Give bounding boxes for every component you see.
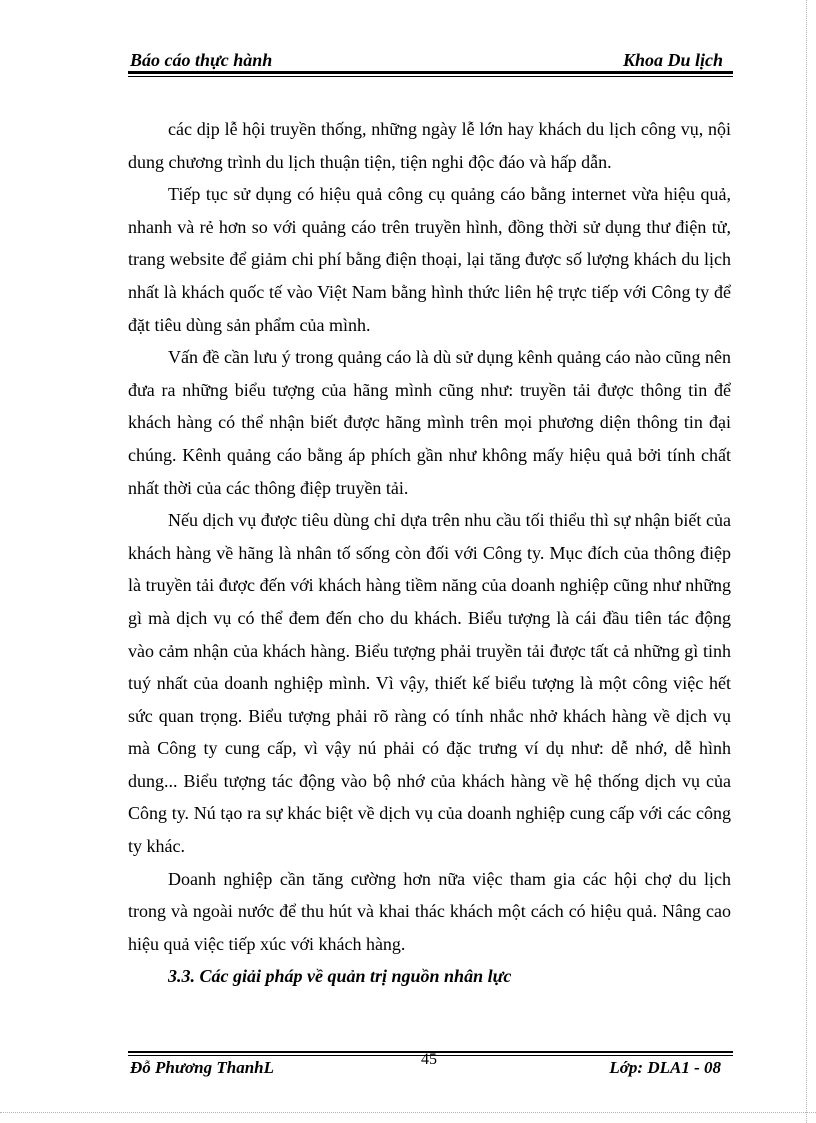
page-header [128,50,733,70]
paragraph-5: Doanh nghiệp cần tăng cường hơn nữa việc tham gia các hội chợ du lịch trong và ngoài nước để thu hút và khai thác khách một cách có hiệu quả. Nâng cao hiệu quả việc tiếp xúc với khách hàng. [128,868,731,954]
paragraph-3: Vấn đề cần lưu ý trong quảng cáo là dù sử dụng kênh quảng cáo nào cũng nên đưa ra những biểu tượng của hãng mình cũng như: truyền tải được thông tin để khách hàng có thể nhận biết được hãng mình trên mọi phương diện thông tin đại chúng. Kênh quảng cáo bằng áp phích gần như không mấy hiệu quả bởi tính chất nhất thời của các thông điệp truyền tải. [128,347,731,498]
page-footer [128,1051,733,1078]
header-department: Khoa Du lịch [622,50,723,70]
document-body [128,113,731,993]
paragraph-4: Nếu dịch vụ được tiêu dùng chỉ dựa trên nhu cầu tối thiểu thì sự nhận biết của khách hàng về hãng là nhân tố sống còn đối với Công ty. Mục đích của thông điệp là truyền tải được đến với khách hàng tiềm năng của doanh nghiệp cũng như những gì mà dịch vụ có thể đem đến cho du khách. Biểu tượng là cái đầu tiên tác động vào cảm nhận của khách hàng. Biểu tượng phải truyền tải được tất cả những gì tinh tuý nhất của doanh nghiệp mình. Vì vậy, thiết kế biểu tượng là một công việc hết sức quan trọng. Biểu tượng phải rõ ràng có tính nhắc nhở khách hàng về dịch vụ mà Công ty cung cấp, vì vậy nú phải có đặc trưng ví dụ như: dễ nhớ, dễ hình dung... Biểu tượng tác động vào bộ nhớ của khách hàng về hệ thống dịch vụ của Công ty. Nú tạo ra sự khác biệt về dịch vụ của doanh nghiệp cung cấp với các công ty khác. [128,510,731,857]
header-rule-thin [128,76,733,77]
page-border-right [806,0,807,1123]
section-heading: 3.3. Các giải pháp về quản trị nguồn nhân lực [168,966,512,987]
page-number: 45 [421,1051,437,1068]
header-report-title: Báo cáo thực hành [130,50,273,70]
page-border-bottom [0,1112,816,1113]
paragraph-2: Tiếp tục sử dụng có hiệu quả công cụ quảng cáo bằng internet vừa hiệu quả, nhanh và rẻ hơn so với quảng cáo trên truyền hình, đồng thời sử dụng thư điện tử, trang website để giảm chi phí bằng điện thoại, lại tăng được số lượng khách du lịch nhất là khách quốc tế vào Việt Nam bằng hình thức liên hệ trực tiếp với Công ty để đặt tiêu dùng sản phẩm của mình. [128,184,731,335]
footer-author: Đỗ Phương ThanhL [130,1058,275,1077]
paragraph-1: các dịp lễ hội truyền thống, những ngày lễ lớn hay khách du lịch công vụ, nội dung chương trình du lịch thuận tiện, tiện nghi độc đáo và hấp dẫn. [128,119,731,172]
header-rule-thick [128,71,733,74]
footer-class: Lớp: DLA1 - 08 [609,1058,721,1077]
